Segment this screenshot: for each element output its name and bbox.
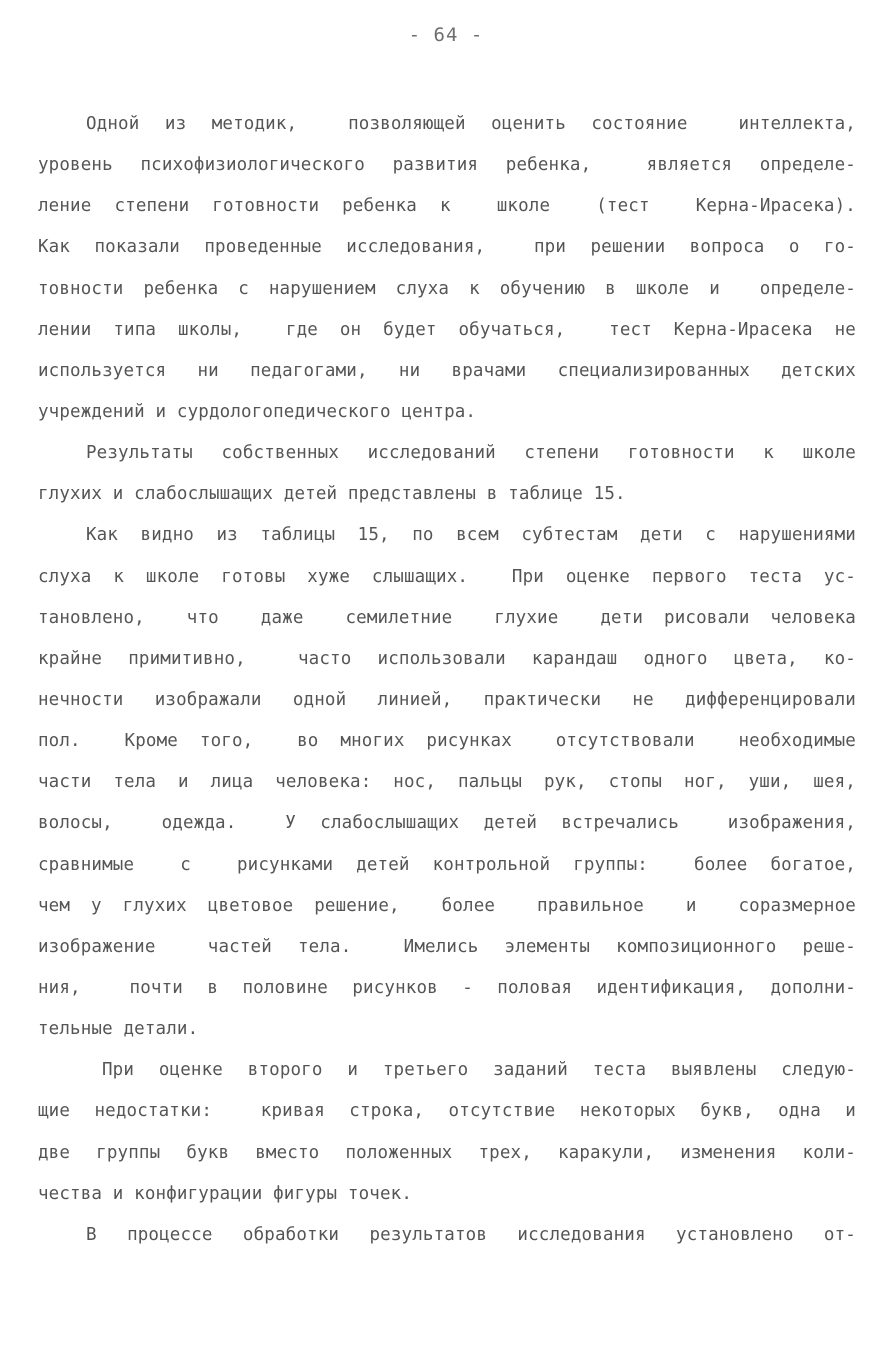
text-line: части тела и лица человека: нос, пальцы рук, стопы ног, уши, шея, bbox=[38, 772, 856, 793]
text-line: волосы, одежда. У слабослышащих детей встречались изображения, bbox=[38, 813, 856, 834]
text-line: лении типа школы, где он будет обучаться, тест Керна-Ирасека не bbox=[38, 319, 856, 340]
text-line: тановлено, что даже семилетние глухие дети рисовали человека bbox=[38, 607, 856, 628]
text-line: уровень психофизиологического развития ребенка, является определе- bbox=[38, 155, 856, 176]
text-line: щие недостатки: кривая строка, отсутствие некоторых букв, одна и bbox=[38, 1101, 856, 1122]
body-text bbox=[38, 104, 856, 1256]
text-line: сравнимые с рисунками детей контрольной группы: более богатое, bbox=[38, 854, 856, 875]
text-line: учреждений и сурдологопедического центра. bbox=[38, 401, 477, 422]
text-line: Как показали проведенные исследования, при решении вопроса о го- bbox=[38, 237, 856, 258]
page-number: - 64 - bbox=[408, 24, 484, 46]
text-line: глухих и слабослышащих детей представлены в таблице 15. bbox=[38, 484, 626, 505]
text-line: пол. Кроме того, во многих рисунках отсутствовали необходимые bbox=[38, 731, 856, 752]
text-line: чем у глухих цветовое решение, более правильное и соразмерное bbox=[38, 895, 856, 916]
text-line: крайне примитивно, часто использовали карандаш одного цвета, ко- bbox=[38, 648, 856, 669]
text-line: используется ни педагогами, ни врачами специализированных детских bbox=[38, 360, 856, 381]
text-line: Как видно из таблицы 15, по всем субтестам дети с нарушениями bbox=[86, 525, 856, 546]
text-line: ление степени готовности ребенка к школе (тест Керна-Ирасека). bbox=[38, 196, 856, 217]
text-line: товности ребенка с нарушением слуха к обучению в школе и определе- bbox=[38, 278, 856, 299]
text-line: нечности изображали одной линией, практически не дифференцировали bbox=[38, 689, 856, 710]
text-line: Одной из методик, позволяющей оценить состояние интеллекта, bbox=[86, 114, 856, 134]
text-line: чества и конфигурации фигуры точек. bbox=[38, 1183, 413, 1204]
text-line: ния, почти в половине рисунков - половая идентификация, дополни- bbox=[38, 977, 856, 998]
text-line: слуха к школе готовы хуже слышащих. При оценке первого теста ус- bbox=[38, 566, 856, 587]
text-line: изображение частей тела. Имелись элементы композиционного реше- bbox=[38, 936, 856, 957]
text-line: При оценке второго и третьего заданий теста выявлены следую- bbox=[102, 1060, 856, 1081]
text-line: Результаты собственных исследований степени готовности к школе bbox=[86, 443, 856, 464]
text-line: две группы букв вместо положенных трех, каракули, изменения коли- bbox=[38, 1142, 856, 1163]
text-line: В процессе обработки результатов исследования установлено от- bbox=[86, 1224, 856, 1245]
text-line: тельные детали. bbox=[38, 1019, 199, 1040]
